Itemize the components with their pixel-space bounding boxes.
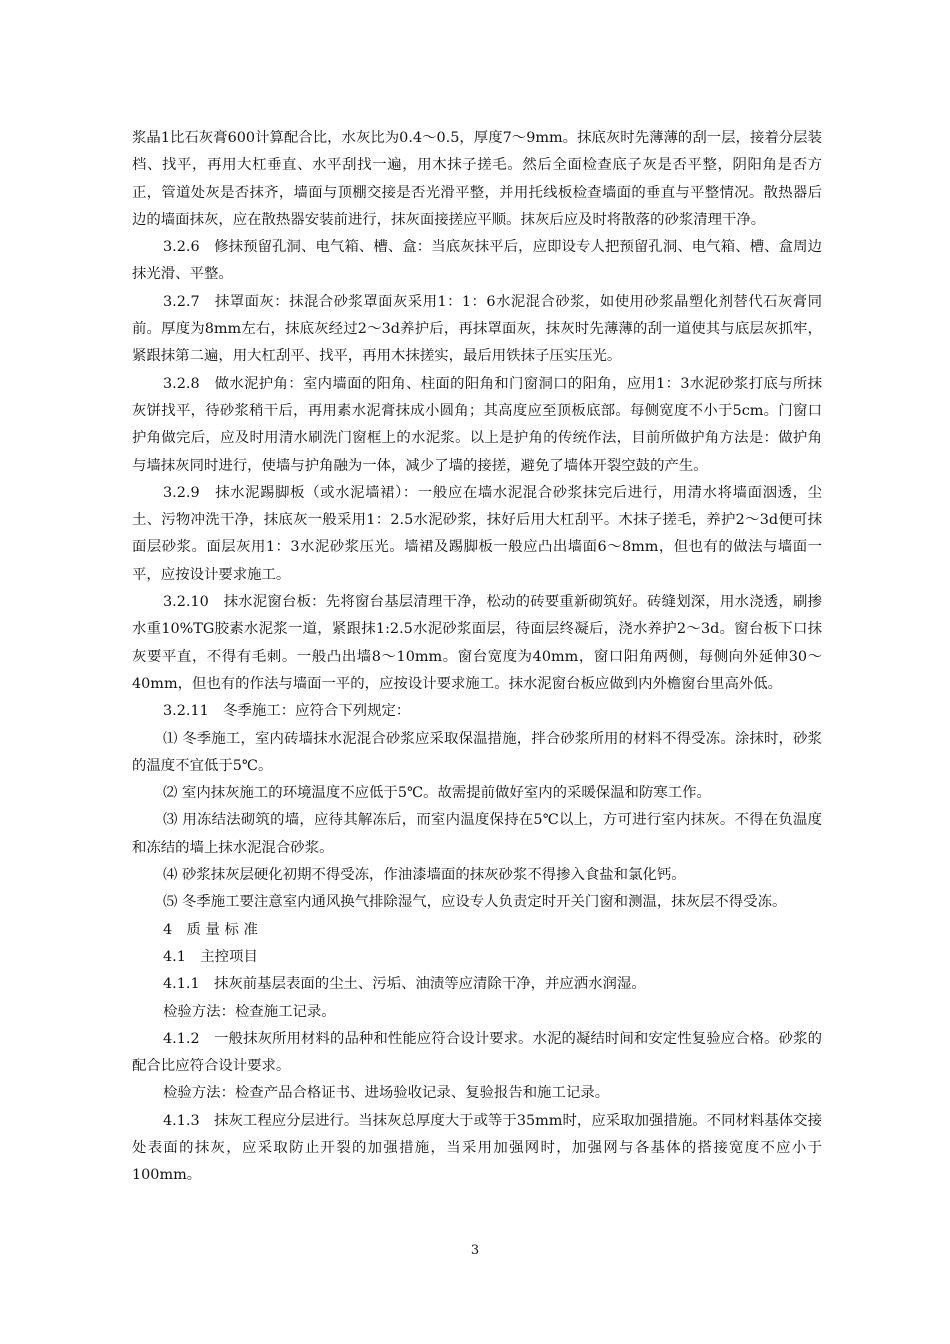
- paragraph-3-2-7: 3.2.7 抹罩面灰：抹混合砂浆罩面灰采用1：1：6水泥混合砂浆，如使用砂浆晶塑化剂替代石灰膏同前。厚度为8mm左右，抹底灰经过2～3d养护后，再抹罩面灰，抹灰时先薄薄的刮一道使其与底层灰抓牢，紧跟抹第二遍，用大杠刮平、找平，再用木抹搓实，最后用铁抹子压实压光。: [132, 293, 822, 365]
- paragraph-3-2-9: 3.2.9 抹水泥踢脚板（或水泥墙裙）：一般应在墙水泥混合砂浆抹完后进行，用清水将墙面洇透，尘土、污物冲洗干净，抹底灰一般采用1：2.5水泥砂浆，抹好后用大杠刮平。木抹子搓毛，养护2～3d便可抹面层砂浆。面层灰用1：3水泥砂浆压光。墙裙及踢脚板一般应凸出墙面6～8mm，但也有的做法与墙面一平，应按设计要求施工。: [132, 484, 822, 583]
- paragraph-3-2-11: 3.2.11 冬季施工：应符合下列规定：: [163, 703, 411, 720]
- list-item-5: ⑸ 冬季施工要注意室内通风换气排除湿气，应设专人负责定时开关门窗和测温，抹灰层不得受冻。: [163, 894, 787, 911]
- paragraph-3-2-10: 3.2.10 抹水泥窗台板：先将窗台基层清理干净，松动的砖要重新砌筑好。砖缝划深，用水浇透，刷掺水重10%TG胶素水泥浆一道，紧跟抹1:2.5水泥砂浆面层，待面层终凝后，浇水养护2～3d。窗台板下口抹灰要平直，不得有毛刺。一般凸出墙8～10mm。窗台宽度为40mm，窗口阳角两侧，每侧向外延伸30～40mm，但也有的作法与墙面一平的，应按设计要求施工。抹水泥窗台板应做到内外檐窗台里高外低。: [132, 594, 822, 692]
- paragraph-4-1-1: 4.1.1 抹灰前基层表面的尘土、污垢、油渍等应清除干净，并应洒水润湿。: [163, 976, 646, 993]
- list-item-3: ⑶ 用冻结法砌筑的墙，应待其解冻后，而室内温度保持在5℃以上，方可进行室内抹灰。不得在负温度和冻结的墙上抹水泥混合砂浆。: [132, 812, 822, 856]
- body-text: [132, 125, 822, 1190]
- inspection-method-2: 检验方法：检查产品合格证书、进场验收记录、复验报告和施工记录。: [163, 1085, 610, 1102]
- section-heading-4: 4 质 量 标 准: [163, 921, 258, 938]
- inspection-method-1: 检验方法：检查施工记录。: [163, 1003, 336, 1020]
- paragraph-4-1-3: 4.1.3 抹灰工程应分层进行。当抹灰总厚度大于或等于35mm时，应采取加强措施。不同材料基体交接处表面的抹灰，应采取防止开裂的加强措施，当采用加强网时，加强网与各基体的搭接宽度不应小于100mm。: [132, 1112, 822, 1184]
- list-item-4: ⑷ 砂浆抹灰层硬化初期不得受冻，作油漆墙面的抹灰砂浆不得掺入食盐和氯化钙。: [163, 867, 686, 884]
- paragraph-4-1-2: 4.1.2 一般抹灰所用材料的品种和性能应符合设计要求。水泥的凝结时间和安定性复验应合格。砂浆的配合比应符合设计要求。: [132, 1030, 822, 1075]
- page-number: 3: [470, 1243, 480, 1258]
- paragraph-3-2-8: 3.2.8 做水泥护角：室内墙面的阳角、柱面的阳角和门窗洞口的阳角，应用1：3水泥砂浆打底与所抹灰饼找平，待砂浆稍干后，再用素水泥膏抹成小圆角；其高度应至顶板底部。每侧宽度不小于5cm。门窗口护角做完后，应及时用清水刷洗门窗框上的水泥浆。以上是护角的传统作法，目前所做护角方法是：做护角与墙抹灰同时进行，使墙与护角融为一体，减少了墙的接搓，避免了墙体开裂空鼓的产生。: [132, 375, 822, 474]
- list-item-1: ⑴ 冬季施工，室内砖墙抹水泥混合砂浆应采取保温措施，拌合砂浆所用的材料不得受冻。涂抹时，砂浆的温度不宜低于5℃。: [132, 730, 822, 774]
- section-heading-4-1: 4.1 主控项目: [163, 948, 258, 965]
- paragraph-continuation: 浆晶1比石灰膏600计算配合比，水灰比为0.4～0.5，厚度7～9mm。抹底灰时先薄薄的刮一层，接着分层装档、找平，再用大杠垂直、水平刮找一遍，用木抹子搓毛。然后全面检查底子灰是否平整，阴阳角是否方正，管道处灰是否抹齐，墙面与顶棚交接是否光滑平整，并用托线板检查墙面的垂直与平整情况。散热器后边的墙面抹灰，应在散热器安装前进行，抹灰面接搓应平顺。抹灰后应及时将散落的砂浆清理干净。: [132, 130, 822, 228]
- list-item-2: ⑵ 室内抹灰施工的环境温度不应低于5℃。故需提前做好室内的采暖保温和防寒工作。: [163, 785, 711, 802]
- paragraph-3-2-6: 3.2.6 修抹预留孔洞、电气箱、槽、盒：当底灰抹平后，应即设专人把预留孔洞、电气箱、槽、盒周边抹光滑、平整。: [132, 239, 822, 283]
